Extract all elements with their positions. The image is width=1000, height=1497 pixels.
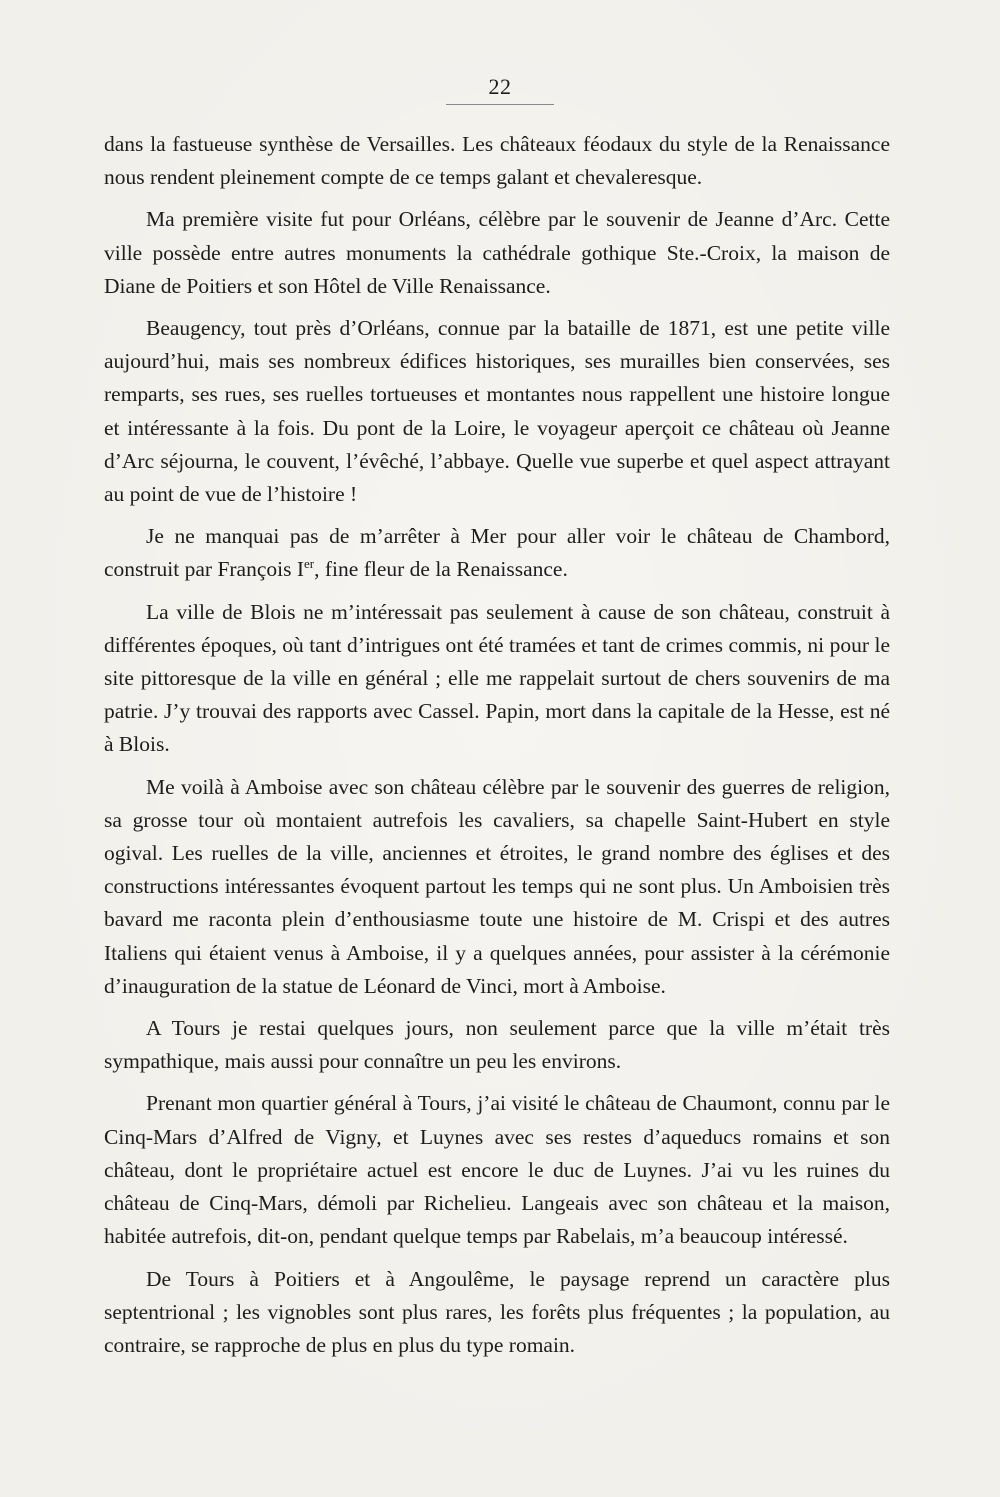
paragraph-chambord-superscript: er [304, 556, 315, 572]
page-number: 22 [488, 74, 512, 99]
paragraph-versailles: dans la fastueuse synthèse de Versailles. Les châteaux féodaux du style de la Renaissance nous rendent pleinement compte de ce temps galant et chevaleresque. [104, 132, 890, 190]
paragraph-poitiers-angouleme: De Tours à Poitiers et à Angoulême, le paysage reprend un caractère plus septentrional ; les vignobles sont plus rares, les forêts plus fréquentes ; la population, au contraire, se rapproche de plus en plus du type romain. [104, 1266, 890, 1357]
paragraph-chambord-text-before: Je ne manquai pas de m’arrêter à Mer pour aller voir le château de Chambord, construit par François I [104, 524, 890, 582]
body-text [104, 128, 890, 1371]
paragraph-beaugency: Beaugency, tout près d’Orléans, connue par la bataille de 1871, est une petite ville aujourd’hui, mais ses nombreux édifices historiques, ses murailles bien conservées, ses remparts, ses rues, ses ruelles tortueuses et montantes nous rappellent une histoire longue et intéressante à la fois. Du pont de la Loire, le voyageur aperçoit ce château où Jeanne d’Arc séjourna, le couvent, l’évêché, l’abbaye. Quelle vue superbe et quel aspect attrayant au point de vue de l’histoire ! [104, 316, 890, 507]
paragraph-chaumont-luynes: Prenant mon quartier général à Tours, j’ai visité le château de Chaumont, connu par le Cinq-Mars d’Alfred de Vigny, et Luynes avec ses restes d’aqueducs romains et son château, dont le propriétaire actuel est encore le duc de Luynes. J’ai vu les ruines du château de Cinq-Mars, démoli par Richelieu. Langeais avec son château et la maison, habitée autrefois, dit-on, pendant quelque temps par Rabelais, m’a beaucoup intéressé. [104, 1091, 890, 1249]
page-number-rule [446, 104, 554, 105]
paragraph-tours: A Tours je restai quelques jours, non seulement parce que la ville m’était très sympathique, mais aussi pour connaître un peu les environs. [104, 1016, 890, 1074]
paragraph-orleans: Ma première visite fut pour Orléans, célèbre par le souvenir de Jeanne d’Arc. Cette ville possède entre autres monuments la cathédrale gothique Ste.-Croix, la maison de Diane de Poitiers et son Hôtel de Ville Renaissance. [104, 207, 890, 298]
paragraph-blois: La ville de Blois ne m’intéressait pas seulement à cause de son château, construit à différentes époques, où tant d’intrigues ont été tramées et tant de crimes commis, ni pour le site pittoresque de la ville en général ; elle me rappelait surtout de chers souvenirs de ma patrie. J’y trouvai des rapports avec Cassel. Papin, mort dans la capitale de la Hesse, est né à Blois. [104, 599, 890, 757]
paragraph-amboise: Me voilà à Amboise avec son château célèbre par le souvenir des guerres de religion, sa grosse tour où montaient autrefois les cavaliers, sa chapelle Saint-Hubert en style ogival. Les ruelles de la ville, anciennes et étroites, le grand nombre des églises et des constructions intéressantes évoquent partout les temps qui ne sont plus. Un Amboisien très bavard me raconta plein d’enthousiasme toute une histoire de M. Crispi et des autres Italiens qui étaient venus à Amboise, il y a quelques années, pour assister à la cérémonie d’inauguration de la statue de Léonard de Vinci, mort à Amboise. [104, 774, 890, 998]
paragraph-chambord-text-after: , fine fleur de la Renaissance. [314, 557, 568, 582]
paragraph-chambord [104, 520, 890, 586]
